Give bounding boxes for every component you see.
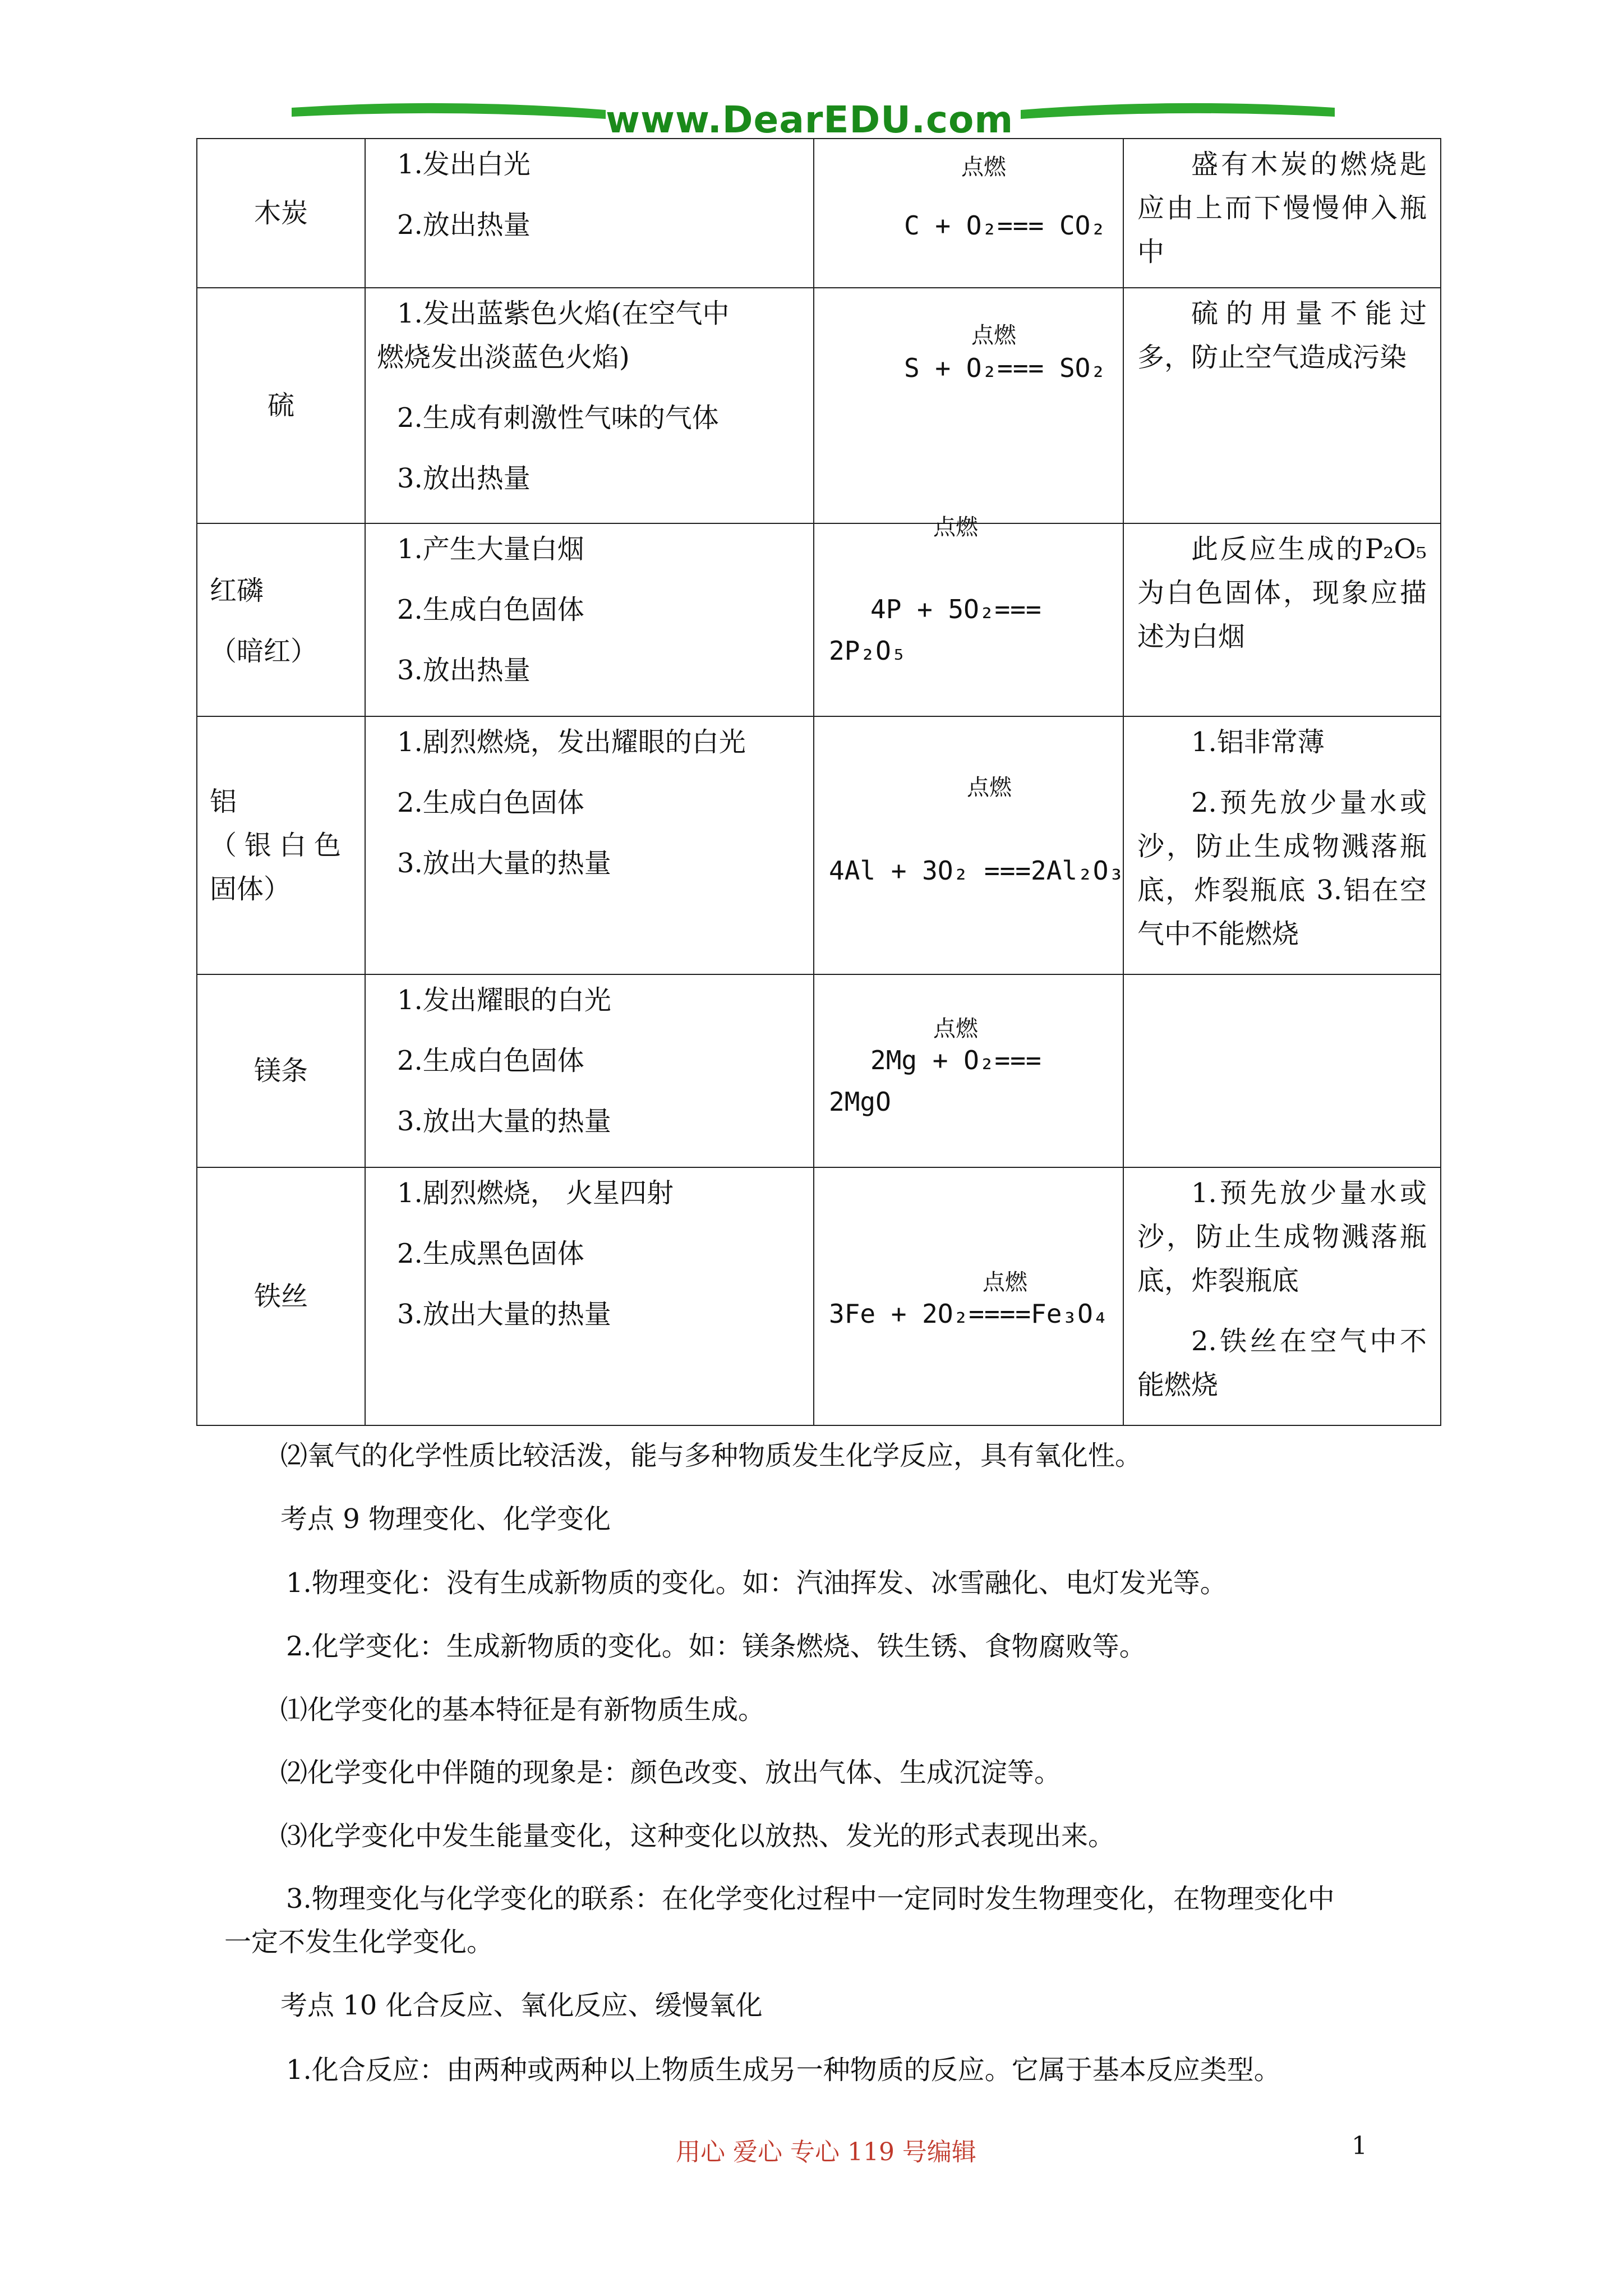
- table-row: [197, 523, 1441, 716]
- reaction-condition: 点燃: [961, 154, 1006, 180]
- paragraph: 1.物理变化：没有生成新物质的变化。如：汽油挥发、冰雪融化、电灯发光等。: [286, 1567, 1227, 1599]
- chemical-equation: S + O₂=== SO₂: [904, 353, 1106, 383]
- equation-cell: [814, 716, 1123, 974]
- substance-name: 镁条: [197, 974, 365, 1167]
- phenomena-cell: 1.发出耀眼的白光 2.生成白色固体 3.放出大量的热量: [365, 974, 814, 1167]
- substance-name: 红磷 （暗红）: [197, 523, 365, 716]
- equation-cell: [814, 139, 1123, 288]
- note-cell: 1.铝非常薄 2.预先放少量水或沙，防止生成物溅落瓶底，炸裂瓶底 3.铝在空气中不能燃烧: [1123, 716, 1441, 974]
- table-row: [197, 716, 1441, 974]
- chemical-equation-cont: 2P₂O₅: [829, 636, 907, 666]
- substance-name: 木炭: [197, 139, 365, 288]
- equation-cell: [814, 514, 1123, 716]
- chemical-equation: 2Mg + O₂===: [870, 1045, 1041, 1075]
- chemical-equation: C + O₂=== CO₂: [904, 210, 1106, 241]
- reaction-condition: 点燃: [983, 1269, 1027, 1295]
- table-row: [197, 1167, 1441, 1425]
- chemical-equation-cont: 2MgO: [829, 1087, 891, 1117]
- note-cell: 硫的用量不能过多，防止空气造成污染: [1123, 288, 1441, 523]
- chemical-equation: 4Al + 3O₂ ===2Al₂O₃: [829, 855, 1124, 886]
- note-cell: [1123, 974, 1441, 1167]
- combustion-table: [196, 138, 1441, 1426]
- note-cell: 盛有木炭的燃烧匙应由上而下慢慢伸入瓶中: [1123, 139, 1441, 288]
- equation-cell: [814, 974, 1123, 1167]
- reaction-condition: 点燃: [971, 323, 1016, 348]
- paragraph: ⑶化学变化中发生能量变化，这种变化以放热、发光的形式表现出来。: [280, 1820, 1115, 1852]
- substance-name: 铝 （银白色 固体）: [197, 716, 365, 974]
- paragraph: ⑵氧气的化学性质比较活泼，能与多种物质发生化学反应，具有氧化性。: [280, 1440, 1142, 1471]
- paragraph: 2.化学变化：生成新物质的变化。如：镁条燃烧、铁生锈、食物腐败等。: [286, 1631, 1146, 1662]
- paragraph-cont: 一定不发生化学变化。: [224, 1926, 494, 1958]
- paragraph: ⑴化学变化的基本特征是有新物质生成。: [280, 1694, 766, 1726]
- equation-cell: [814, 288, 1123, 523]
- reaction-condition: 点燃: [933, 514, 978, 540]
- section-heading: 考点 9 物理变化、化学变化: [280, 1503, 611, 1535]
- substance-name: 铁丝: [197, 1167, 365, 1425]
- note-cell: 此反应生成的P₂O₅为白色固体，现象应描述为白烟: [1123, 523, 1441, 716]
- chemical-equation: 3Fe + 2O₂====Fe₃O₄: [829, 1299, 1109, 1329]
- note-cell: 1.预先放少量水或沙，防止生成物溅落瓶底，炸裂瓶底 2.铁丝在空气中不能燃烧: [1123, 1167, 1441, 1425]
- chemical-equation: 4P + 5O₂===: [870, 594, 1041, 624]
- paragraph: ⑵化学变化中伴随的现象是：颜色改变、放出气体、生成沉淀等。: [280, 1757, 1062, 1788]
- phenomena-cell: 1.剧烈燃烧， 火星四射 2.生成黑色固体 3.放出大量的热量: [365, 1167, 814, 1425]
- phenomena-cell: 1.发出蓝紫色火焰(在空气中 燃烧发出淡蓝色火焰) 2.生成有刺激性气味的气体 3.放出热量: [365, 288, 814, 523]
- reaction-condition: 点燃: [933, 1016, 978, 1042]
- table-row: [197, 288, 1441, 523]
- footer-text: 用心 爱心 专心 119 号编辑: [676, 2138, 976, 2166]
- paragraph: 3.物理变化与化学变化的联系：在化学变化过程中一定同时发生物理变化，在物理变化中: [286, 1883, 1335, 1915]
- site-logo-text: www.DearEDU.com: [606, 98, 1014, 141]
- section-heading: 考点 10 化合反应、氧化反应、缓慢氧化: [280, 1990, 763, 2021]
- phenomena-cell: 1.产生大量白烟 2.生成白色固体 3.放出热量: [365, 523, 814, 716]
- table-row: [197, 139, 1441, 288]
- equation-cell: [814, 1167, 1123, 1425]
- reaction-condition: 点燃: [967, 775, 1012, 800]
- phenomena-cell: 1.剧烈燃烧，发出耀眼的白光 2.生成白色固体 3.放出大量的热量: [365, 716, 814, 974]
- phenomena-cell: 1.发出白光 2.放出热量: [365, 139, 814, 288]
- page-number: 1: [1352, 2132, 1367, 2160]
- table-row: [197, 974, 1441, 1167]
- paragraph: 1.化合反应：由两种或两种以上物质生成另一种物质的反应。它属于基本反应类型。: [286, 2054, 1281, 2086]
- substance-name: 硫: [197, 288, 365, 523]
